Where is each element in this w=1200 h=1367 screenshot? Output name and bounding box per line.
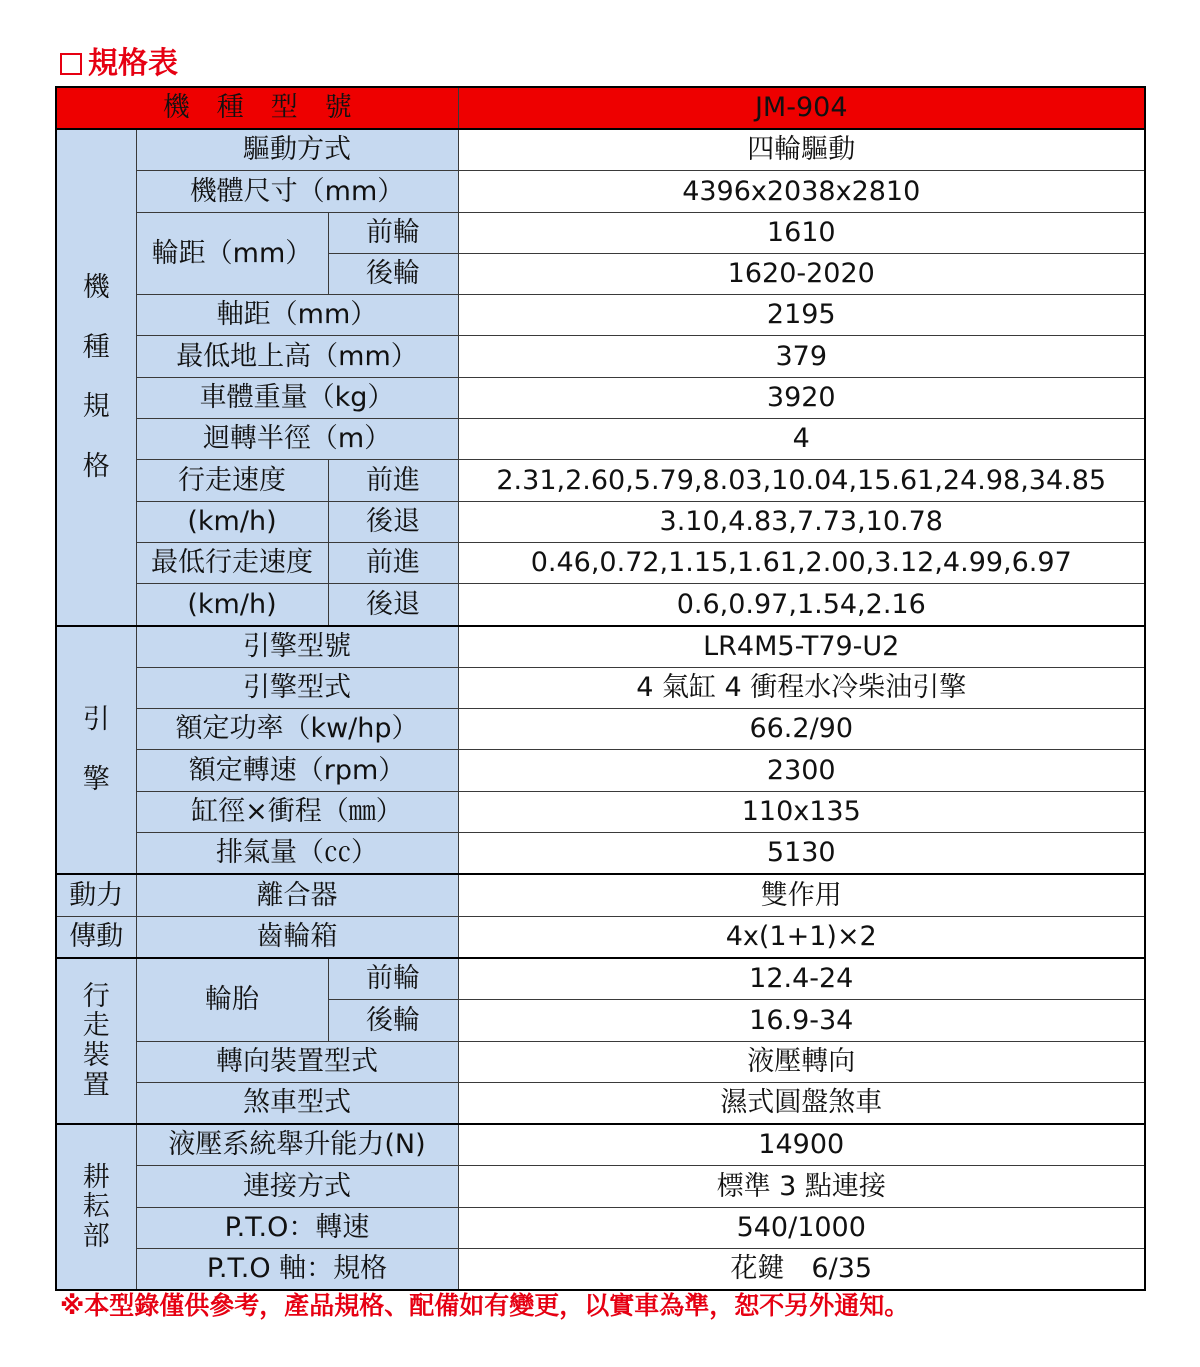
- row-value: 4 氣缸 4 衝程水冷柴油引擎: [458, 667, 1145, 708]
- row-label: 機體尺寸（mm）: [136, 171, 458, 212]
- row-value: 1610: [458, 212, 1145, 253]
- row-value: 14900: [458, 1124, 1145, 1166]
- row-label: 煞車型式: [136, 1082, 458, 1124]
- row-value: 66.2/90: [458, 709, 1145, 750]
- row-label: 額定轉速（rpm）: [136, 750, 458, 791]
- row-value: 3.10,4.83,7.73,10.78: [458, 501, 1145, 542]
- table-row: [56, 1207, 1145, 1248]
- sub-label: 後輪: [328, 253, 458, 294]
- row-label: 缸徑×衝程（㎜）: [136, 791, 458, 832]
- row-label: 排氣量（㏄）: [136, 833, 458, 875]
- row-label: 輪距（mm）: [136, 212, 328, 295]
- category-tillage: 耕 耘 部: [56, 1124, 136, 1290]
- table-row: [56, 916, 1145, 958]
- row-label-unit: (km/h): [136, 584, 328, 626]
- sub-label: 後輪: [328, 1000, 458, 1041]
- table-header-row: [56, 87, 1145, 129]
- table-row: [56, 212, 1145, 253]
- row-label: 驅動方式: [136, 129, 458, 171]
- row-value: 12.4-24: [458, 958, 1145, 1000]
- row-value: 379: [458, 336, 1145, 377]
- table-row: [56, 791, 1145, 832]
- table-row: [56, 1249, 1145, 1291]
- row-value: 花鍵 6/35: [458, 1249, 1145, 1291]
- table-row: [56, 501, 1145, 542]
- table-row: [56, 958, 1145, 1000]
- table-row: [56, 750, 1145, 791]
- row-label: 齒輪箱: [136, 916, 458, 958]
- table-row: [56, 1166, 1145, 1207]
- category-travel: 行 走 裝 置: [56, 958, 136, 1124]
- row-value: 四輪驅動: [458, 129, 1145, 171]
- row-value: 4396x2038x2810: [458, 171, 1145, 212]
- table-row: [56, 1041, 1145, 1082]
- table-row: [56, 542, 1145, 583]
- table-row: [56, 377, 1145, 418]
- row-value: 2195: [458, 295, 1145, 336]
- row-value: 540/1000: [458, 1207, 1145, 1248]
- table-row: [56, 667, 1145, 708]
- header-label: 機 種 型 號: [56, 87, 458, 129]
- row-value: 5130: [458, 833, 1145, 875]
- table-row: [56, 1082, 1145, 1124]
- table-row: [56, 626, 1145, 668]
- row-label-unit: (km/h): [136, 501, 328, 542]
- table-row: [56, 419, 1145, 460]
- row-label: 迴轉半徑（m）: [136, 419, 458, 460]
- table-row: [56, 171, 1145, 212]
- row-value: 雙作用: [458, 874, 1145, 916]
- page-title-text: 規格表: [88, 46, 178, 81]
- row-value: 濕式圓盤煞車: [458, 1082, 1145, 1124]
- row-value: 液壓轉向: [458, 1041, 1145, 1082]
- sub-label: 後退: [328, 584, 458, 626]
- table-row: [56, 336, 1145, 377]
- row-label: 軸距（mm）: [136, 295, 458, 336]
- row-value: 4: [458, 419, 1145, 460]
- row-label: 連接方式: [136, 1166, 458, 1207]
- table-row: [56, 129, 1145, 171]
- sub-label: 後退: [328, 501, 458, 542]
- row-label: 最低地上高（mm）: [136, 336, 458, 377]
- row-label: 輪胎: [136, 958, 328, 1041]
- row-value: 0.46,0.72,1.15,1.61,2.00,3.12,4.99,6.97: [458, 542, 1145, 583]
- sub-label: 前進: [328, 460, 458, 501]
- footer-note: ※本型錄僅供參考，產品規格、配備如有變更，以實車為準，恕不另外通知。: [60, 1291, 910, 1320]
- row-label: P.T.O：轉速: [136, 1207, 458, 1248]
- category-engine: 引 擎: [56, 626, 136, 875]
- row-value: 1620-2020: [458, 253, 1145, 294]
- sub-label: 前輪: [328, 212, 458, 253]
- row-value: 4x(1+1)×2: [458, 916, 1145, 958]
- table-row: [56, 460, 1145, 501]
- category-machine: 機 種 規 格: [56, 129, 136, 626]
- row-label: 最低行走速度: [136, 542, 328, 583]
- row-label: P.T.O 軸：規格: [136, 1249, 458, 1291]
- row-value: 0.6,0.97,1.54,2.16: [458, 584, 1145, 626]
- sub-label: 前輪: [328, 958, 458, 1000]
- row-label: 液壓系統舉升能力(N): [136, 1124, 458, 1166]
- row-value: 2300: [458, 750, 1145, 791]
- table-row: [56, 709, 1145, 750]
- row-label: 引擎型式: [136, 667, 458, 708]
- table-row: [56, 833, 1145, 875]
- row-value: 110x135: [458, 791, 1145, 832]
- row-label: 離合器: [136, 874, 458, 916]
- sub-label: 前進: [328, 542, 458, 583]
- row-label: 車體重量（kg）: [136, 377, 458, 418]
- row-label: 行走速度: [136, 460, 328, 501]
- row-value: 標準 3 點連接: [458, 1166, 1145, 1207]
- table-row: [56, 1124, 1145, 1166]
- table-row: [56, 584, 1145, 626]
- category-power-1: 動力: [56, 874, 136, 916]
- row-label: 轉向裝置型式: [136, 1041, 458, 1082]
- table-row: [56, 874, 1145, 916]
- row-value: 3920: [458, 377, 1145, 418]
- header-model: JM-904: [458, 87, 1145, 129]
- row-value: LR4M5-T79-U2: [458, 626, 1145, 668]
- row-value: 16.9-34: [458, 1000, 1145, 1041]
- spec-table: [55, 86, 1146, 1291]
- checkbox-square-icon: [60, 53, 82, 75]
- row-label: 額定功率（kw/hp）: [136, 709, 458, 750]
- table-row: [56, 295, 1145, 336]
- category-power-2: 傳動: [56, 916, 136, 958]
- row-value: 2.31,2.60,5.79,8.03,10.04,15.61,24.98,34.85: [458, 460, 1145, 501]
- page-title: [60, 44, 178, 84]
- row-label: 引擎型號: [136, 626, 458, 668]
